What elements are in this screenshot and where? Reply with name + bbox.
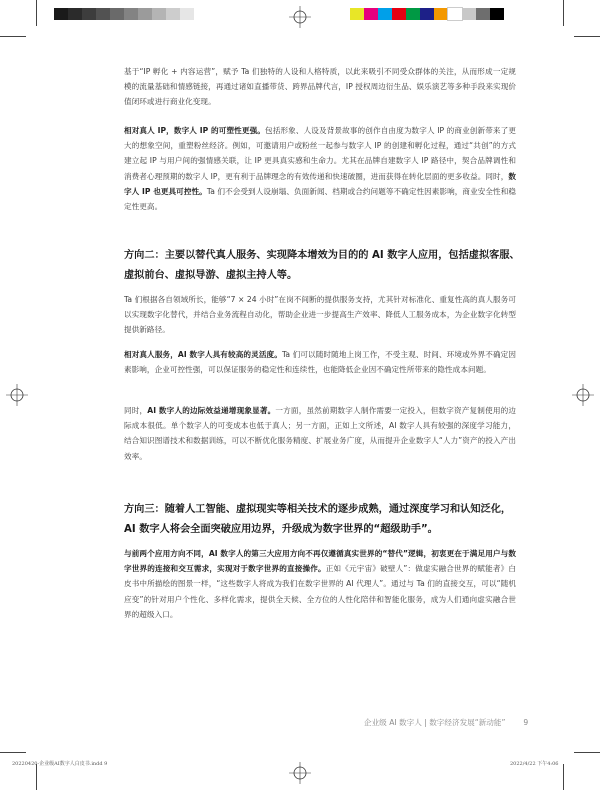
marginal-benefit-paragraph: 同时，AI 数字人的边际效益递增现象显著。一方面，虽然前期数字人制作需要一定投入，但数字资产复制使用的边际成本很低。单个数字人的可变成本也低于真人；另一方面，正如上文所述，AI 数字人具有较强的深度学习能力，结合知识图谱技术和数据训练，可以不断优化服务精度、扩展业务广度，从而提升企业数字人“人力”资产的投入产出效率。 bbox=[124, 406, 517, 461]
section-heading-direction-3: 方向三：随着人工智能、虚拟现实等相关技术的逐步成熟，通过深度学习和认知泛化，AI 数字人将会全面突破应用边界，升级成为数字世界的“超级助手”。 bbox=[124, 504, 512, 535]
crop-mark bbox=[563, 764, 564, 790]
running-footer bbox=[364, 717, 528, 728]
slug-file-info: 20220420-企业级AI数字人白皮书.indd 9 bbox=[12, 761, 108, 767]
color-swatch bbox=[138, 8, 152, 20]
color-swatch bbox=[448, 8, 462, 20]
flexibility-paragraph: 相对真人服务，AI 数字人具有较高的灵活度。Ta 们可以随时随地上岗工作，不受主观、时间、环境或外界不确定因素影响，企业可控性强，可以保证服务的稳定性和连续性，也能降低企业因不确定性所带来的隐性成本问题。 bbox=[124, 350, 516, 375]
color-swatch bbox=[462, 8, 476, 20]
control-lead: 相对真人 IP，数字人 IP 的可塑性更强。 bbox=[124, 126, 266, 135]
crop-mark bbox=[36, 764, 37, 790]
intro-paragraph: 基于“IP 孵化 + 内容运营”，赋予 Ta 们独特的人设和人格特质，以此来吸引不同受众群体的关注，从而形成一定规模的流量基础和情感链接，再通过诸如直播带货、跨界品牌代言，IP 授权周边衍生品、娱乐演艺等多种手段来实现价值闭环或进行商业化变现。 bbox=[124, 67, 516, 107]
control-paragraph: 相对真人 IP，数字人 IP 的可塑性更强。包括形象、人设及背景故事的创作自由度为数字人 IP 的商业创新带来了更大的想象空间，重塑粉丝经济。例如，可邀请用户或粉丝一起参与数字人 IP 的创建和孵化过程，通过“共创”的方式建立起 IP 与用户间的强情感关联，让 IP 更具真实感和生命力。尤其在品牌自建数字人 IP 路径中，契合品牌调性和消费者心理预期的数字人 IP，更有利于品牌理念的有效传递和快速破圈，进而获得在转化层面的更多收益。同时，数字人 IP 也更具可控性。Ta 们不会受到人设崩塌、负面新闻、档期或合约问题等不确定性因素影响，商业安全性和稳定性更高。 bbox=[124, 126, 516, 212]
color-swatch bbox=[392, 8, 406, 20]
color-swatch bbox=[124, 8, 138, 20]
color-swatch bbox=[420, 8, 434, 20]
print-color-bar-cmyk bbox=[350, 8, 504, 20]
color-swatch bbox=[180, 8, 194, 20]
color-swatch bbox=[166, 8, 180, 20]
crop-mark bbox=[563, 0, 564, 26]
print-color-bar-grayscale bbox=[54, 8, 194, 20]
color-swatch bbox=[110, 8, 124, 20]
registration-mark-icon bbox=[289, 6, 311, 28]
page-number: 9 bbox=[523, 718, 529, 727]
crop-mark bbox=[574, 36, 600, 37]
color-swatch bbox=[434, 8, 448, 20]
color-swatch bbox=[82, 8, 96, 20]
color-swatch bbox=[476, 8, 490, 20]
service-paragraph: Ta 们根据各自领域所长，能够“7 × 24 小时”在岗不间断的提供服务支持，尤其针对标准化、重复性高的真人服务可以实现数字化替代，并结合业务流程自动化，帮助企业进一步提高生产效率、降低人工服务成本，为企业数字化转型提供新路径。 bbox=[124, 295, 516, 335]
slug-timestamp: 2022/4/22 下午4:06 bbox=[510, 761, 559, 767]
registration-mark-icon bbox=[289, 762, 311, 784]
section-heading-direction-2: 方向二：主要以替代真人服务、实现降本增效为目的的 AI 数字人应用，包括虚拟客服、虚拟前台、虚拟导游、虚拟主持人等。 bbox=[124, 250, 520, 281]
registration-mark-icon bbox=[6, 384, 28, 406]
color-swatch bbox=[406, 8, 420, 20]
color-swatch bbox=[54, 8, 68, 20]
color-swatch bbox=[152, 8, 166, 20]
crop-mark bbox=[0, 36, 26, 37]
color-swatch bbox=[68, 8, 82, 20]
crop-mark bbox=[36, 0, 37, 26]
registration-mark-icon bbox=[572, 384, 594, 406]
color-swatch bbox=[378, 8, 392, 20]
color-swatch bbox=[490, 8, 504, 20]
color-swatch bbox=[350, 8, 364, 20]
color-swatch bbox=[364, 8, 378, 20]
color-swatch bbox=[96, 8, 110, 20]
crop-mark bbox=[574, 752, 600, 753]
direction-3-paragraph: 与前两个应用方向不同，AI 数字人的第三大应用方向不再仅遵循真实世界的“替代”逻辑，初衷更在于满足用户与数字世界的连接和交互需求，实现对于数字世界的直接操作。正如《元宇宙》破壁人”：做虚实融合世界的赋能者》白皮书中所描绘的图景一样，“这些数字人将成为我们在数字世界的 AI 代理人”。通过与 Ta 们的直接交互，可以“随机应变”的针对用户个性化、多样化需求，提供全天候、全方位的人性化陪伴和智能化服务，成为人们通向虚实融合世界的超级入口。 bbox=[124, 549, 516, 619]
crop-mark bbox=[0, 752, 26, 753]
footer-title: 企业级 AI 数字人 | 数字经济发展“新动能” bbox=[364, 718, 506, 727]
